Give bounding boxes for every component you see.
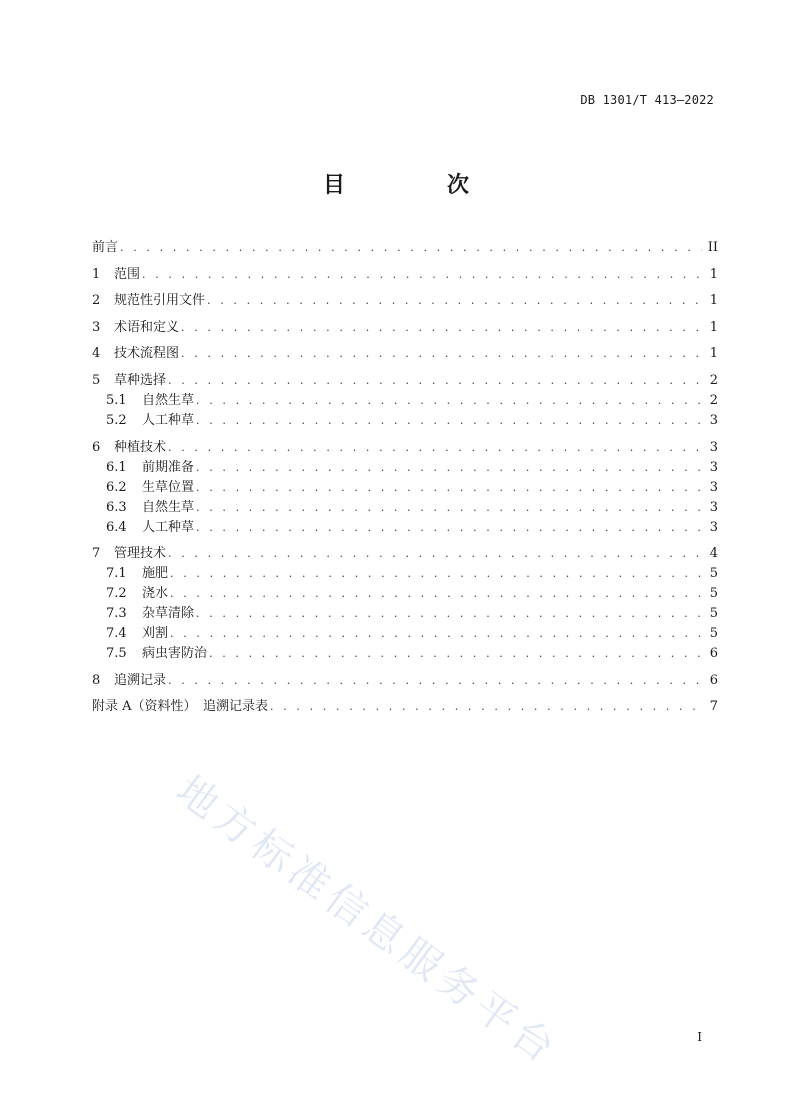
standard-code: DB 1301/T 413—2022 [580,93,714,107]
toc-entry[interactable] [92,265,718,285]
toc-entry[interactable] [92,318,718,338]
toc-entry-label: 规范性引用文件 [114,293,206,309]
toc-entry-label: 浇水 [142,586,169,602]
toc-entry-number: 7.5 [106,646,127,662]
toc-entry-page: 5 [709,586,718,602]
toc-entry[interactable] [92,478,718,498]
toc-entry-number: 6.1 [106,459,127,475]
toc-dot-leader [196,498,704,518]
toc-dot-leader [170,564,704,584]
toc-entry-page: 2 [709,392,718,408]
toc-entry-number: 7.4 [106,626,127,642]
toc-entry-number: 2 [92,293,101,309]
toc-entry[interactable] [92,624,718,644]
toc-dot-leader [196,411,704,431]
toc-entry-label: 刈割 [142,626,169,642]
toc-entry-number: 7 [92,546,101,562]
toc-entry-label: 病虫害防治 [142,646,208,662]
toc-entry-number: 5.1 [106,392,127,408]
toc-entry-page: 3 [709,499,718,515]
toc-dot-leader [168,371,704,391]
toc-dot-leader [196,391,704,411]
toc-entry-page: 3 [709,439,718,455]
toc-entry[interactable] [92,238,718,258]
toc-entry[interactable] [92,604,718,624]
toc-entry-label: 附录 A（资料性） 追溯记录表 [92,699,269,715]
toc-entry[interactable] [92,518,718,538]
toc-entry-label: 施肥 [142,566,169,582]
table-of-contents [92,238,718,717]
toc-entry-number: 5.2 [106,412,127,428]
toc-entry-label: 人工种草 [142,519,195,535]
page-number: I [697,1030,702,1044]
toc-entry-page: 6 [709,672,718,688]
toc-entry[interactable] [92,391,718,411]
toc-dot-leader [181,318,704,338]
toc-dot-leader [168,671,704,691]
toc-entry-page: 5 [709,566,718,582]
toc-entry-number: 7.2 [106,586,127,602]
toc-entry-page: 3 [709,459,718,475]
watermark: 地方标准信息服务平台 [167,767,567,1075]
toc-entry-number: 8 [92,672,101,688]
toc-entry-page: 5 [709,606,718,622]
toc-entry-page: 6 [709,646,718,662]
toc-entry[interactable] [92,644,718,664]
toc-entry-page: 3 [709,412,718,428]
toc-entry-number: 6 [92,439,101,455]
toc-entry-page: 7 [709,699,718,715]
toc-dot-leader [196,604,704,624]
toc-dot-leader [196,458,704,478]
toc-entry-page: 1 [709,346,718,362]
toc-entry-label: 自然生草 [142,499,195,515]
toc-dot-leader [142,265,704,285]
toc-entry-number: 7.1 [106,566,127,582]
toc-entry-label: 种植技术 [114,439,167,455]
toc-entry-label: 追溯记录 [114,672,167,688]
toc-entry-number: 1 [92,266,101,282]
toc-entry[interactable] [92,697,718,717]
page-title: 目 次 [322,173,509,198]
toc-entry-label: 生草位置 [142,479,195,495]
toc-entry-page: 1 [709,319,718,335]
toc-entry-number: 6.2 [106,479,127,495]
toc-entry[interactable] [92,584,718,604]
toc-entry-page: II [707,240,718,255]
toc-entry-label: 草种选择 [114,372,167,388]
toc-entry-page: 3 [709,479,718,495]
toc-entry[interactable] [92,564,718,584]
toc-entry[interactable] [92,411,718,431]
toc-entry-page: 3 [709,519,718,535]
toc-dot-leader [170,624,704,644]
toc-entry-label: 杂草清除 [142,606,195,622]
toc-dot-leader [181,344,704,364]
toc-entry-number: 7.3 [106,606,127,622]
toc-entry[interactable] [92,371,718,391]
toc-entry-label: 管理技术 [114,546,167,562]
toc-entry-number: 5 [92,372,101,388]
toc-dot-leader [196,518,704,538]
toc-entry-page: 4 [709,546,718,562]
toc-entry-page: 2 [709,372,718,388]
toc-dot-leader [120,238,702,258]
toc-entry-label: 前言 [92,240,119,255]
toc-entry-label: 范围 [114,266,141,282]
toc-entry[interactable] [92,544,718,564]
toc-entry-page: 1 [709,293,718,309]
toc-entry[interactable] [92,438,718,458]
toc-entry[interactable] [92,671,718,691]
toc-entry[interactable] [92,344,718,364]
toc-entry[interactable] [92,498,718,518]
toc-entry-number: 6.3 [106,499,127,515]
toc-entry-number: 6.4 [106,519,127,535]
toc-entry-number: 4 [92,346,101,362]
toc-entry[interactable] [92,458,718,478]
toc-dot-leader [170,584,704,604]
toc-entry-number: 3 [92,319,101,335]
toc-entry-label: 前期准备 [142,459,195,475]
toc-entry-label: 技术流程图 [114,346,180,362]
toc-dot-leader [270,697,704,717]
toc-dot-leader [207,291,704,311]
toc-dot-leader [196,478,704,498]
toc-entry-label: 自然生草 [142,392,195,408]
toc-entry-page: 5 [709,626,718,642]
toc-dot-leader [209,644,704,664]
toc-entry-page: 1 [709,266,718,282]
toc-entry-label: 术语和定义 [114,319,180,335]
toc-dot-leader [168,544,704,564]
toc-entry[interactable] [92,291,718,311]
toc-entry-label: 人工种草 [142,412,195,428]
toc-dot-leader [168,438,704,458]
